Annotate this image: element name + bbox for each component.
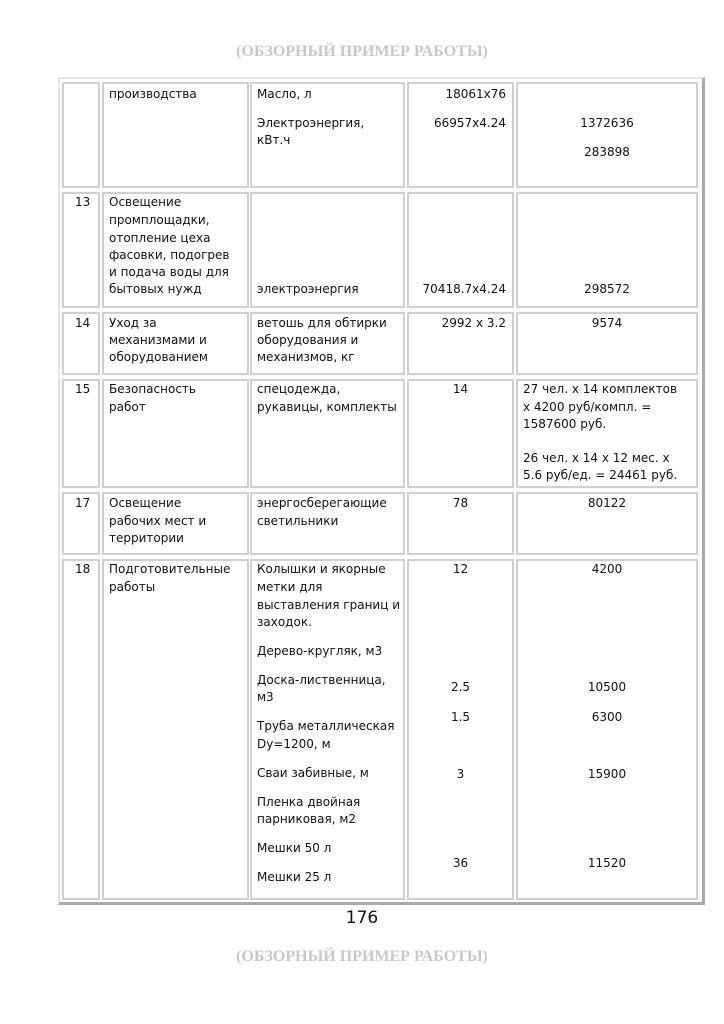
cell-text-resource: Электроэнергия,: [257, 116, 365, 130]
cell-text-resource: метки для: [257, 580, 323, 594]
cell-text-cost: х 4200 руб/компл. =: [523, 400, 652, 414]
table-cell-qty: [407, 559, 514, 900]
cell-text-cost: 11520: [587, 856, 627, 870]
cell-text-cost: 6300: [591, 710, 623, 724]
cell-text-name: Освещение: [109, 195, 182, 209]
cell-text-resource: Сваи забивные, м: [257, 766, 369, 780]
cell-text-num: 17: [75, 496, 91, 510]
table-cell-cost: [516, 82, 698, 188]
cell-text-cost: 298572: [584, 282, 630, 296]
cell-text-resource: выставления границ и: [257, 598, 400, 612]
cell-text-resource: Dy=1200, м: [257, 737, 331, 751]
cell-text-resource: Колышки и якорные: [257, 562, 386, 576]
cell-text-resource: Пленка двойная: [257, 795, 361, 809]
cell-text-qty: 66957x4.24: [434, 116, 506, 130]
cell-text-num: 13: [75, 195, 91, 209]
cell-text-resource: парниковая, м2: [257, 812, 357, 826]
cell-text-name: Безопасность: [109, 382, 196, 396]
cell-text-name: промплощадки,: [109, 213, 210, 227]
table-cell-num: [62, 559, 100, 900]
cell-text-name: работы: [109, 580, 156, 594]
cell-text-qty: 3: [456, 767, 465, 781]
cell-text-name: рабочих мест и: [109, 514, 207, 528]
cell-text-resource: Масло, л: [257, 87, 312, 101]
cell-text-qty: 18061x76: [445, 87, 506, 101]
cell-text-cost: 10500: [587, 680, 627, 694]
cell-text-qty: 36: [452, 856, 469, 870]
cell-text-qty: 78: [452, 496, 469, 510]
cell-text-resource: ветошь для обтирки: [257, 316, 387, 330]
watermark-bottom: (ОБЗОРНЫЙ ПРИМЕР РАБОТЫ): [236, 948, 488, 965]
cell-text-cost: 15900: [587, 767, 627, 781]
cell-text-qty: 2992 x 3.2: [441, 316, 506, 330]
cell-text-resource: кВт.ч: [257, 133, 291, 147]
cell-text-resource: электроэнергия: [257, 282, 359, 296]
cell-text-cost: 1372636: [580, 116, 634, 130]
cell-text-qty: 12: [452, 562, 469, 576]
cell-text-resource: Мешки 50 л: [257, 841, 332, 855]
cell-text-name: и подача воды для: [109, 265, 229, 279]
cell-text-cost: 283898: [584, 145, 630, 159]
cell-text-resource: светильники: [257, 514, 339, 528]
cell-text-cost: 27 чел. х 14 комплектов: [523, 382, 678, 396]
cell-text-name: территории: [109, 531, 184, 545]
table-cell-num: [62, 82, 100, 188]
table-cell-cost: [516, 559, 698, 900]
cell-text-resource: Труба металлическая: [257, 719, 395, 733]
cell-text-resource: Мешки 25 л: [257, 870, 332, 884]
page-number: 176: [345, 908, 379, 928]
cell-text-name: Подготовительные: [109, 562, 231, 576]
cell-text-resource: Дерево-кругляк, м3: [257, 644, 383, 658]
cell-text-name: отопление цеха: [109, 231, 211, 245]
cell-text-name: производства: [109, 87, 197, 101]
cell-text-cost: 26 чел. х 14 х 12 мес. х: [523, 451, 670, 465]
cell-text-resource: Доска-лиственница,: [257, 673, 386, 687]
cell-text-qty: 2.5: [450, 680, 471, 694]
cell-text-name: бытовых нужд: [109, 282, 202, 296]
cell-text-name: Освещение: [109, 496, 182, 510]
cell-text-qty: 70418.7x4.24: [422, 282, 506, 296]
table-cell-name: [102, 559, 249, 900]
cell-text-name: Уход за: [109, 316, 157, 330]
cell-text-resource: механизмов, кг: [257, 350, 355, 364]
cell-text-resource: спецодежда,: [257, 382, 341, 396]
cell-text-name: работ: [109, 400, 146, 414]
cell-text-cost: 4200: [591, 562, 623, 576]
cell-text-resource: заходок.: [257, 615, 312, 629]
cell-text-resource: рукавицы, комплекты: [257, 400, 397, 414]
cell-text-resource: оборудования и: [257, 333, 359, 347]
cell-text-qty: 1.5: [450, 710, 471, 724]
cell-text-cost: 80122: [587, 496, 627, 510]
cell-text-num: 15: [75, 382, 91, 396]
cell-text-cost: 5.6 руб/ед. = 24461 руб.: [523, 468, 678, 482]
cell-text-resource: энергосберегающие: [257, 496, 387, 510]
cell-text-resource: м3: [257, 690, 274, 704]
cell-text-cost: 9574: [591, 316, 623, 330]
cell-text-name: фасовки, подогрев: [109, 248, 230, 262]
cell-text-name: оборудованием: [109, 350, 208, 364]
cell-text-num: 14: [75, 316, 91, 330]
cell-text-name: механизмами и: [109, 333, 207, 347]
cell-text-qty: 14: [452, 382, 469, 396]
cell-text-cost: 1587600 руб.: [523, 417, 607, 431]
cell-text-num: 18: [75, 562, 91, 576]
watermark-top: (ОБЗОРНЫЙ ПРИМЕР РАБОТЫ): [236, 43, 488, 60]
